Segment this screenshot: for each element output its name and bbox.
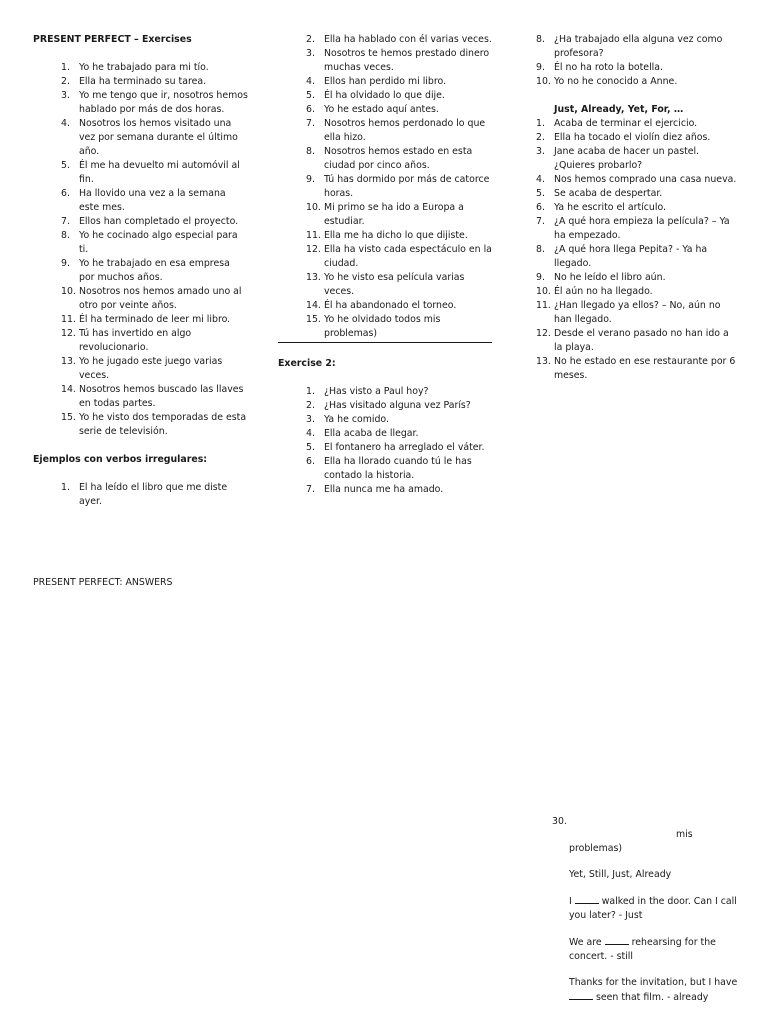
list-item	[33, 187, 248, 215]
list-item	[278, 117, 493, 145]
item-text: Nosotros hemos perdonado lo que ella hizo.	[324, 118, 486, 143]
list-item	[278, 145, 493, 173]
item-number: 3.	[61, 90, 70, 101]
item-number: 5.	[306, 90, 315, 101]
item-text: Desde el verano pasado no han ido a la playa.	[554, 328, 729, 353]
list-item	[528, 327, 740, 355]
sentence-2-start: We are	[569, 937, 605, 948]
list-item	[33, 327, 248, 355]
item-text: Ella me ha dicho lo que dijiste.	[324, 230, 468, 241]
sentence-3-start: Thanks for the invitation, but I have	[569, 977, 738, 988]
irregular-verbs-title: Ejemplos con verbos irregulares:	[33, 454, 208, 465]
item-number: 1.	[306, 386, 315, 397]
item-text: Ha llovido una vez a la semana este mes.	[79, 188, 226, 213]
item-text: Él ha abandonado el torneo.	[324, 300, 457, 311]
item-number: 6.	[306, 456, 315, 467]
list-item	[278, 243, 493, 271]
list-item	[33, 481, 248, 509]
item-text: Se acaba de despertar.	[554, 188, 663, 199]
item-number: 1.	[61, 482, 70, 493]
item-number: 11.	[306, 230, 321, 241]
item-number: 5.	[536, 188, 545, 199]
item-number: 3.	[306, 48, 315, 59]
blank-3	[569, 990, 593, 1000]
exercise-2-title: Exercise 2:	[278, 358, 336, 369]
item-number: 7.	[61, 216, 70, 227]
item-text: Nos hemos comprado una casa nueva.	[554, 174, 737, 185]
item-text: No he estado en ese restaurante por 6 meses.	[554, 356, 736, 381]
item-text: Ya he comido.	[324, 414, 389, 425]
list-item	[278, 313, 493, 341]
list-item	[528, 117, 740, 131]
fragment-sentence-3	[552, 976, 742, 1005]
fragment-number: 30.	[552, 816, 567, 827]
list-item	[278, 441, 493, 455]
item-text: Nosotros los hemos visitado una vez por semana durante el último año.	[79, 118, 238, 157]
list-item	[278, 385, 493, 399]
list-item	[528, 75, 740, 89]
item-number: 2.	[536, 132, 545, 143]
item-number: 3.	[536, 146, 545, 157]
list-item	[528, 201, 740, 215]
list-item	[33, 117, 248, 159]
list-item	[278, 299, 493, 313]
item-text: Él no ha roto la botella.	[554, 62, 664, 73]
list-item	[278, 229, 493, 243]
list-item	[33, 411, 248, 439]
just-already-yet-title: Just, Already, Yet, For, …	[554, 104, 684, 115]
list-item	[528, 33, 740, 61]
list-item	[278, 455, 493, 483]
item-number: 2.	[306, 34, 315, 45]
item-number: 1.	[536, 118, 545, 129]
item-text: Nosotros hemos buscado las llaves en todas partes.	[79, 384, 244, 409]
item-text: ¿Has visitado alguna vez París?	[324, 400, 471, 411]
item-text: Ella ha terminado su tarea.	[79, 76, 207, 87]
item-number: 4.	[306, 76, 315, 87]
item-number: 6.	[61, 188, 70, 199]
item-number: 4.	[536, 174, 545, 185]
item-number: 14.	[306, 300, 321, 311]
list-item	[278, 201, 493, 229]
item-text: Él ha olvidado lo que dije.	[324, 90, 445, 101]
sentence-1-start: I	[569, 896, 575, 907]
list-item	[33, 61, 248, 75]
list-item	[278, 33, 493, 47]
item-text: Ella ha tocado el violín diez años.	[554, 132, 711, 143]
list-item	[278, 271, 493, 299]
item-number: 6.	[536, 202, 545, 213]
exercises-title: PRESENT PERFECT – Exercises	[33, 34, 192, 45]
list-item	[33, 355, 248, 383]
item-number: 9.	[61, 258, 70, 269]
item-number: 14.	[61, 384, 76, 395]
exercise-2-continued-list	[528, 33, 740, 89]
list-item	[33, 383, 248, 411]
item-number: 4.	[306, 428, 315, 439]
item-text: Mi primo se ha ido a Europa a estudiar.	[324, 202, 464, 227]
list-item	[528, 285, 740, 299]
item-number: 5.	[61, 160, 70, 171]
item-text: Yo he trabajado en esa empresa por muchos años.	[79, 258, 230, 283]
item-number: 7.	[536, 216, 545, 227]
item-text: ¿Han llegado ya ellos? – No, aún no han llegado.	[554, 300, 721, 325]
item-text: Ella nunca me ha amado.	[324, 484, 444, 495]
fragment-problemas: problemas)	[569, 843, 623, 854]
item-number: 13.	[306, 272, 321, 283]
list-item	[278, 427, 493, 441]
item-text: Jane acaba de hacer un pastel. ¿Quieres probarlo?	[554, 146, 700, 171]
item-text: Ellos han completado el proyecto.	[79, 216, 239, 227]
item-text: Yo no he conocido a Anne.	[554, 76, 678, 87]
list-item	[33, 159, 248, 187]
list-item	[33, 75, 248, 89]
item-number: 8.	[306, 146, 315, 157]
item-number: 4.	[61, 118, 70, 129]
sentence-3-end: seen that film. - already	[593, 992, 709, 1003]
item-number: 13.	[61, 356, 76, 367]
item-text: Él me ha devuelto mi automóvil al fin.	[79, 160, 240, 185]
list-item	[278, 89, 493, 103]
item-number: 8.	[61, 230, 70, 241]
list-item	[278, 399, 493, 413]
fragment-subtitle: Yet, Still, Just, Already	[569, 869, 672, 880]
item-text: Yo me tengo que ir, nosotros hemos hablado por más de dos horas.	[79, 90, 248, 115]
list-item	[33, 215, 248, 229]
item-text: ¿Has visto a Paul hoy?	[324, 386, 429, 397]
item-text: Ellos han perdido mi libro.	[324, 76, 447, 87]
exercise-1-continued-list	[278, 33, 493, 341]
item-number: 2.	[61, 76, 70, 87]
item-number: 6.	[306, 104, 315, 115]
item-number: 3.	[306, 414, 315, 425]
item-text: Yo he olvidado todos mis problemas)	[324, 314, 441, 339]
column-1	[33, 33, 248, 509]
item-number: 10.	[61, 286, 76, 297]
answers-fragment	[552, 815, 742, 1017]
list-item	[33, 285, 248, 313]
item-number: 12.	[61, 328, 76, 339]
item-number: 11.	[61, 314, 76, 325]
list-item	[528, 299, 740, 327]
just-already-yet-list	[528, 117, 740, 383]
item-text: Ella ha hablado con él varias veces.	[324, 34, 492, 45]
blank-2	[605, 935, 629, 945]
item-number: 15.	[306, 314, 321, 325]
column-3	[528, 33, 740, 383]
item-text: Nosotros nos hemos amado uno al otro por veinte años.	[79, 286, 242, 311]
item-text: ¿A qué hora empieza la película? – Ya ha empezado.	[554, 216, 730, 241]
list-item	[278, 103, 493, 117]
fragment-sentence-2	[552, 935, 742, 964]
item-text: Ella acaba de llegar.	[324, 428, 419, 439]
item-number: 5.	[306, 442, 315, 453]
item-number: 9.	[306, 174, 315, 185]
item-number: 11.	[536, 300, 551, 311]
item-number: 7.	[306, 118, 315, 129]
item-text: Yo he cocinado algo especial para ti.	[79, 230, 238, 255]
list-item	[33, 89, 248, 117]
list-item	[528, 355, 740, 383]
list-item	[528, 243, 740, 271]
item-number: 8.	[536, 34, 545, 45]
item-number: 12.	[306, 244, 321, 255]
item-text: El fontanero ha arreglado el váter.	[324, 442, 485, 453]
list-item	[33, 229, 248, 257]
item-text: Yo he jugado este juego varias veces.	[79, 356, 223, 381]
list-item	[528, 173, 740, 187]
item-number: 12.	[536, 328, 551, 339]
fragment-sentence-1	[552, 894, 742, 923]
item-number: 1.	[61, 62, 70, 73]
irregular-verbs-list	[33, 481, 248, 509]
item-text: Tú has invertido en algo revolucionario.	[79, 328, 192, 353]
list-item	[33, 257, 248, 285]
list-item	[278, 413, 493, 427]
list-item	[528, 271, 740, 285]
item-text: Ella ha visto cada espectáculo en la ciudad.	[324, 244, 492, 269]
item-text: Nosotros te hemos prestado dinero muchas veces.	[324, 48, 490, 73]
fragment-mis: mis	[676, 829, 693, 840]
item-number: 13.	[536, 356, 551, 367]
list-item	[528, 215, 740, 243]
item-text: ¿A qué hora llega Pepita? - Ya ha llegado.	[554, 244, 708, 269]
list-item	[278, 483, 493, 497]
item-number: 15.	[61, 412, 76, 423]
column-2	[278, 33, 493, 497]
item-text: Él ha terminado de leer mi libro.	[79, 314, 231, 325]
list-item	[278, 47, 493, 75]
list-item	[33, 313, 248, 327]
exercise-2-list	[278, 385, 493, 497]
blank-1	[575, 894, 599, 904]
item-text: ¿Ha trabajado ella alguna vez como profesora?	[554, 34, 723, 59]
item-text: Ella ha llorado cuando tú le has contado la historia.	[324, 456, 472, 481]
item-text: Yo he visto dos temporadas de esta serie de televisión.	[79, 412, 247, 437]
sentence-1-end: walked in the door. Can I call you later? - Just	[569, 896, 737, 921]
list-item	[278, 75, 493, 89]
item-text: El ha leído el libro que me diste ayer.	[79, 482, 228, 507]
list-item	[278, 173, 493, 201]
item-number: 10.	[306, 202, 321, 213]
item-text: Yo he trabajado para mi tío.	[79, 62, 209, 73]
list-item	[528, 61, 740, 75]
item-number: 2.	[306, 400, 315, 411]
item-number: 10.	[536, 286, 551, 297]
item-text: Nosotros hemos estado en esta ciudad por cinco años.	[324, 146, 473, 171]
list-item	[528, 187, 740, 201]
sentence-2-end: rehearsing for the concert. - still	[569, 937, 716, 962]
item-number: 10.	[536, 76, 551, 87]
item-text: Yo he estado aquí antes.	[324, 104, 439, 115]
item-text: Acaba de terminar el ejercicio.	[554, 118, 698, 129]
item-number: 9.	[536, 62, 545, 73]
list-item	[528, 131, 740, 145]
item-text: Él aún no ha llegado.	[554, 286, 653, 297]
item-number: 9.	[536, 272, 545, 283]
item-text: Yo he visto esa película varias veces.	[324, 272, 465, 297]
item-text: Tú has dormido por más de catorce horas.	[324, 174, 490, 199]
item-number: 7.	[306, 484, 315, 495]
item-number: 8.	[536, 244, 545, 255]
exercise-1-list	[33, 61, 248, 439]
item-text: Ya he escrito el artículo.	[554, 202, 666, 213]
list-item	[528, 145, 740, 173]
answers-title: PRESENT PERFECT: ANSWERS	[33, 577, 173, 588]
item-text: No he leído el libro aún.	[554, 272, 666, 283]
